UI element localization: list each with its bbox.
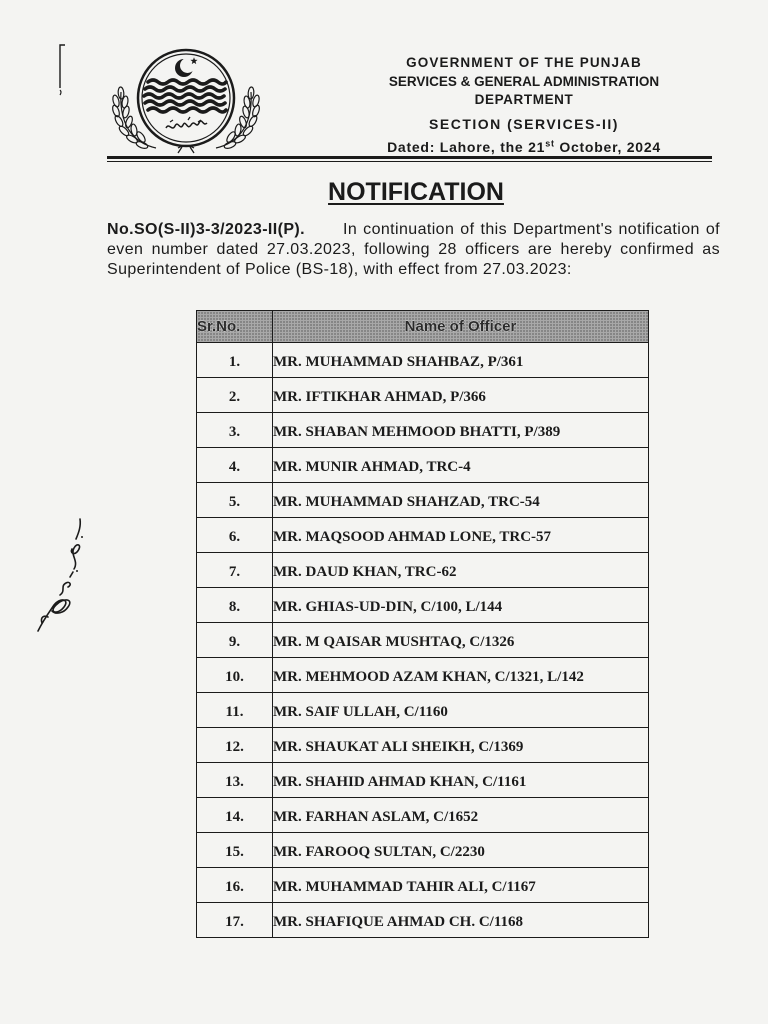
serial-number: 13.: [197, 763, 273, 798]
government-heading: GOVERNMENT OF THE PUNJAB: [406, 55, 642, 70]
serial-number: 5.: [197, 483, 273, 518]
officer-name: MR. M QAISAR MUSHTAQ, C/1326: [273, 623, 649, 658]
officer-name: MR. MUHAMMAD TAHIR ALI, C/1167: [273, 868, 649, 903]
officer-name: MR. SHABAN MEHMOOD BHATTI, P/389: [273, 413, 649, 448]
table-body: [197, 343, 649, 938]
section-heading: SECTION (SERVICES-II): [429, 116, 619, 132]
header-rule-thin: [107, 161, 712, 162]
table-row: [197, 448, 649, 483]
punjab-government-emblem-icon: [110, 44, 260, 154]
serial-number: 15.: [197, 833, 273, 868]
serial-number: 1.: [197, 343, 273, 378]
officer-name: MR. MUHAMMAD SHAHZAD, TRC-54: [273, 483, 649, 518]
table-row: [197, 588, 649, 623]
serial-number: 17.: [197, 903, 273, 938]
table-row: [197, 413, 649, 448]
serial-number: 4.: [197, 448, 273, 483]
body-line-2: even number dated 27.03.2023, following 28 officers are hereby confirmed as: [107, 241, 720, 258]
table-row: [197, 903, 649, 938]
officer-name: MR. IFTIKHAR AHMAD, P/366: [273, 378, 649, 413]
body-line-3: Superintendent of Police (BS-18), with effect from 27.03.2023:: [107, 261, 572, 278]
table-row: [197, 623, 649, 658]
date-ordinal-suffix: st: [545, 138, 555, 149]
table-row: [197, 763, 649, 798]
handwritten-signature-icon: [30, 515, 85, 635]
date-line: [344, 139, 704, 155]
officers-table: [196, 310, 649, 938]
table-row: [197, 483, 649, 518]
officer-name: MR. SHAHID AHMAD KHAN, C/1161: [273, 763, 649, 798]
department-heading-cont: DEPARTMENT: [474, 92, 574, 107]
table-row: [197, 343, 649, 378]
serial-number: 6.: [197, 518, 273, 553]
serial-number: 8.: [197, 588, 273, 623]
officer-name: MR. SAIF ULLAH, C/1160: [273, 693, 649, 728]
officer-name: MR. MEHMOOD AZAM KHAN, C/1321, L/142: [273, 658, 649, 693]
date-rest: October, 2024: [554, 139, 661, 155]
table-row: [197, 693, 649, 728]
table-header-row: [197, 311, 649, 343]
table-row: [197, 798, 649, 833]
serial-number: 12.: [197, 728, 273, 763]
table-row: [197, 833, 649, 868]
officer-name: MR. MUNIR AHMAD, TRC-4: [273, 448, 649, 483]
name-column-header: Name of Officer: [273, 311, 649, 343]
table-row: [197, 553, 649, 588]
serial-number: 11.: [197, 693, 273, 728]
officer-name: MR. FARHAN ASLAM, C/1652: [273, 798, 649, 833]
table-header: [197, 311, 649, 343]
officer-name: MR. SHAUKAT ALI SHEIKH, C/1369: [273, 728, 649, 763]
table-row: [197, 518, 649, 553]
officer-name: MR. GHIAS-UD-DIN, C/100, L/144: [273, 588, 649, 623]
table-row: [197, 378, 649, 413]
serial-column-header: Sr.No.: [197, 311, 273, 343]
officer-name: MR. MAQSOOD AHMAD LONE, TRC-57: [273, 518, 649, 553]
officer-name: MR. DAUD KHAN, TRC-62: [273, 553, 649, 588]
body-line-1: In continuation of this Department's notification of: [343, 221, 720, 238]
serial-number: 2.: [197, 378, 273, 413]
serial-number: 7.: [197, 553, 273, 588]
table-row: [197, 868, 649, 903]
serial-number: 14.: [197, 798, 273, 833]
serial-number: 10.: [197, 658, 273, 693]
reference-number: No.SO(S-II)3-3/2023-II(P).: [107, 221, 305, 238]
officer-name: MR. MUHAMMAD SHAHBAZ, P/361: [273, 343, 649, 378]
page-title: NOTIFICATION: [328, 178, 504, 206]
serial-number: 9.: [197, 623, 273, 658]
serial-number: 16.: [197, 868, 273, 903]
officer-name: MR. SHAFIQUE AHMAD CH. C/1168: [273, 903, 649, 938]
table-row: [197, 728, 649, 763]
serial-number: 3.: [197, 413, 273, 448]
department-heading: SERVICES & GENERAL ADMINISTRATION: [388, 74, 660, 89]
table-row: [197, 658, 649, 693]
header-rule-thick: [107, 156, 712, 159]
officer-name: MR. FAROOQ SULTAN, C/2230: [273, 833, 649, 868]
punch-mark-icon: [55, 42, 69, 96]
date-prefix: Dated: Lahore, the 21: [387, 139, 546, 155]
